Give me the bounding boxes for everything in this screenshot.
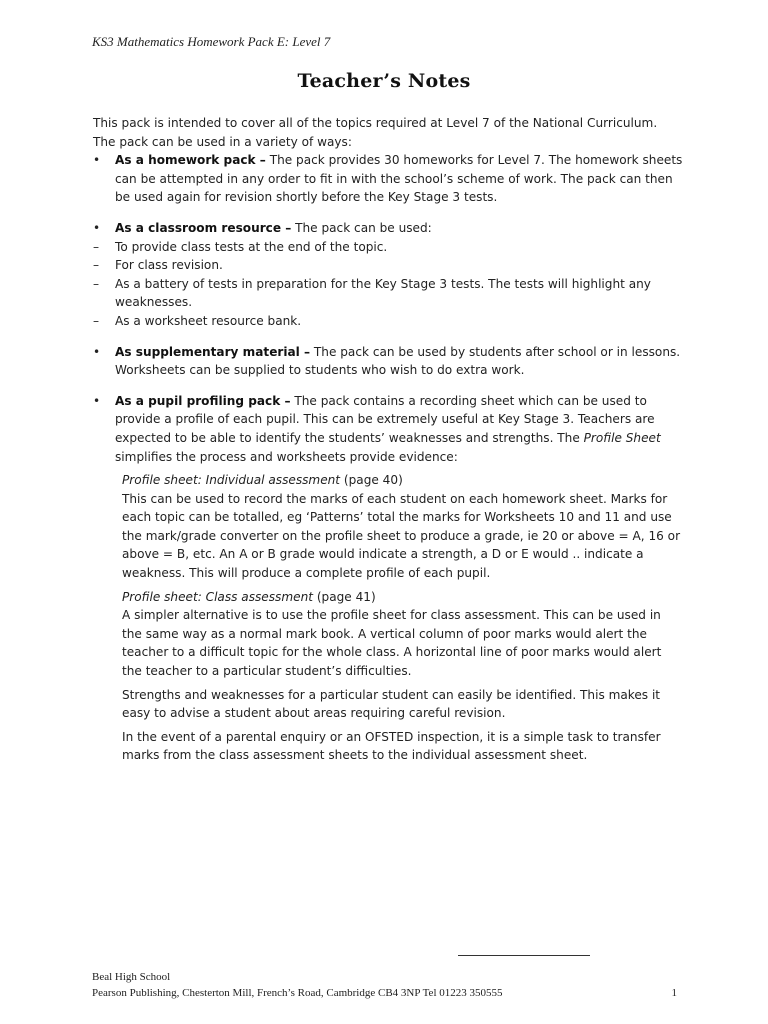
dash-marker: – [93, 258, 100, 273]
page-title: Teacher’s Notes [297, 70, 471, 92]
subsection-page: (page 40) [340, 473, 403, 488]
bullet-marker: • [93, 153, 101, 168]
dash-item-text: As a worksheet resource bank. [115, 313, 302, 328]
class-assessment-block [122, 588, 683, 681]
bullet-label: As a pupil profiling pack – [115, 393, 291, 408]
strengths-paragraph: Strengths and weaknesses for a particular student can easily be identified. This makes it easy to advise a student about areas requiring careful revision. [122, 687, 661, 721]
dash-list-item [93, 256, 683, 275]
bullet-homework-pack [93, 151, 683, 207]
footer-school: Beal High School [92, 971, 171, 983]
page-number: 1 [671, 987, 677, 999]
intro-paragraph: This pack is intended to cover all of the topics required at Level 7 of the National Curriculum. The pack can be used in a variety of ways: [93, 116, 658, 149]
bullet-text: The pack contains a recording sheet which can be used to provide a profile of each pupil. This can be extremely useful at Key Stage 3. Teachers are expected to be able to identify the students’ weaknesses and strengths. The [115, 393, 655, 445]
ofsted-paragraph: In the event of a parental enquiry or an OFSTED inspection, it is a simple task to transfer marks from the class assessment sheets to the individual assessment sheet. [122, 729, 661, 763]
bullet-marker: • [93, 344, 101, 359]
dash-item-text: To provide class tests at the end of the topic. [115, 239, 388, 254]
subsection-body: A simpler alternative is to use the profile sheet for class assessment. This can be used in the same way as a normal mark book. A vertical column of poor marks would alert the teacher to a difficult topic for the whole class. A horizontal line of poor marks would alert the teacher to a particular student’s difficulties. [122, 608, 662, 679]
bullet-text: simplifies the process and worksheets provide evidence: [115, 449, 458, 464]
dash-list-item [93, 238, 683, 257]
dash-list-item [93, 275, 683, 312]
bullet-marker: • [93, 220, 101, 235]
dash-list-item [93, 312, 683, 331]
subsection-title: Profile sheet: Class assessment [122, 589, 313, 604]
dash-marker: – [93, 313, 100, 328]
dash-marker: – [93, 239, 100, 254]
bullet-classroom-resource [93, 219, 683, 331]
bullet-text: The pack provides 30 homeworks for Level 7. The homework sheets can be attempted in any order to fit in with the school’s scheme of work. The pack can then be used again for revision shortly before the Key Stage 3 tests. [115, 153, 683, 205]
main-content [93, 114, 683, 770]
footer [92, 969, 677, 1001]
bullet-text: The pack can be used by students after school or in lessons. Worksheets can be supplied to students who wish to do extra work. [115, 344, 681, 378]
bullet-text: The pack can be used: [291, 220, 432, 235]
bullet-pupil-profiling [93, 392, 683, 466]
subsection-body: This can be used to record the marks of each student on each homework sheet. Marks for each topic can be totalled, eg ‘Patterns’ total the marks for Worksheets 10 and 11 and use the mark/grade converter on the profile sheet to produce a grade, ie 20 or above = A, 16 or above = B, etc. An A or B grade would indicate a strength, a D or E would .. indicate a weakness. This will produce a complete profile of each pupil. [122, 491, 681, 581]
subsection-title: Profile sheet: Individual assessment [122, 473, 341, 488]
dash-item-text: For class revision. [115, 258, 223, 273]
footer-publisher: Pearson Publishing, Chesterton Mill, French’s Road, Cambridge CB4 3NP Tel 01223 350555 [92, 987, 503, 999]
running-header: KS3 Mathematics Homework Pack E: Level 7 [92, 34, 331, 49]
profile-subsections [122, 471, 683, 765]
bullet-label: As a homework pack – [115, 153, 266, 168]
bullet-supplementary-material [93, 343, 683, 380]
bullet-label: As supplementary material – [115, 344, 311, 359]
bullet-marker: • [93, 393, 101, 408]
dash-item-text: As a battery of tests in preparation for the Key Stage 3 tests. The tests will highlight any weaknesses. [115, 276, 651, 310]
bullet-text-italic: Profile Sheet [583, 430, 661, 445]
dash-marker: – [93, 276, 100, 291]
footer-rule [458, 955, 590, 956]
subsection-page: (page 41) [312, 589, 376, 604]
bullet-label: As a classroom resource – [115, 220, 292, 235]
individual-assessment-block [122, 471, 683, 583]
